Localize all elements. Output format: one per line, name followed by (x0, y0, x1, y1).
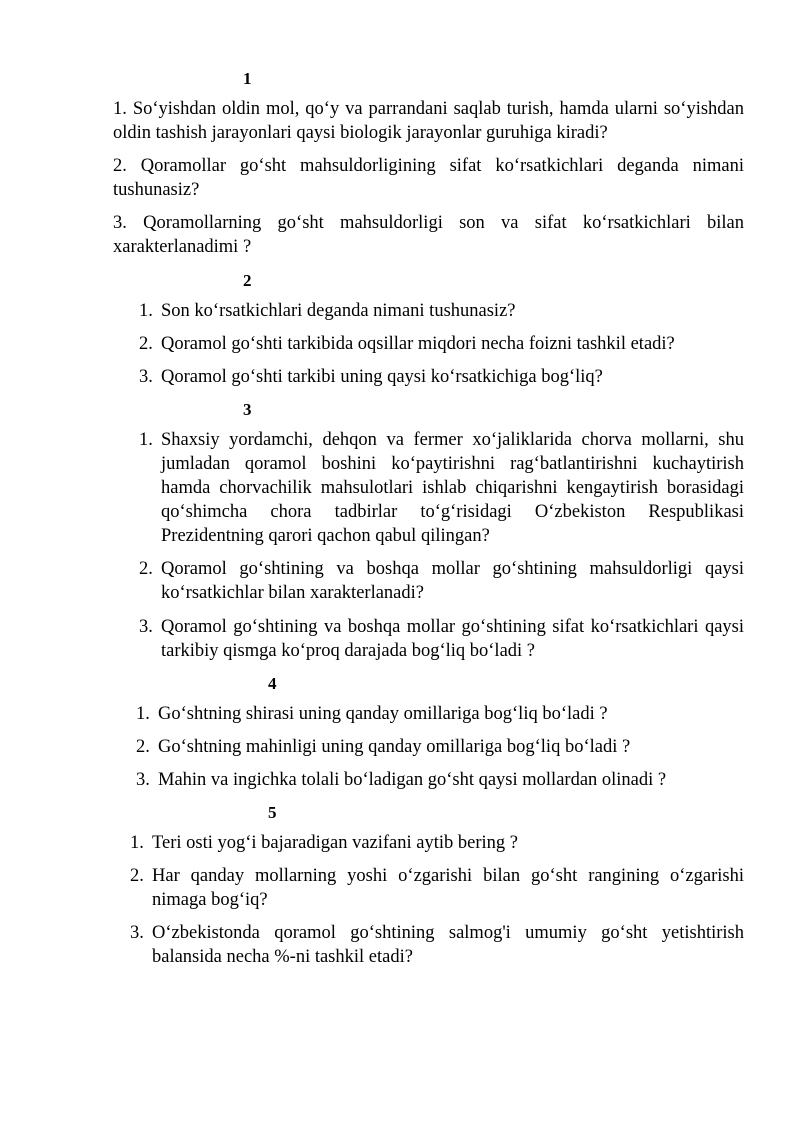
list-item-number: 3. (130, 923, 144, 944)
question-list (113, 428, 744, 662)
list-item-number: 2. (139, 559, 153, 580)
list-item-number: 2. (136, 736, 150, 757)
section-heading: 3 (243, 399, 252, 419)
section-spacer (113, 792, 744, 802)
question-list (113, 299, 744, 389)
list-item-text: Qoramol go‘shtining va boshqa mollar go‘shtining mahsuldorligi qaysi ko‘rsatkichlar bilan xarakterlanadi? (161, 559, 744, 604)
list-item (113, 831, 744, 855)
section-heading: 1 (243, 69, 252, 88)
list-item-text: Teri osti yog‘i bajaradigan vazifani aytib bering ? (152, 833, 518, 854)
list-item-number: 1. (139, 300, 153, 321)
section-spacer (113, 663, 744, 673)
list-item (113, 702, 744, 726)
list-item-number: 2. (130, 866, 144, 887)
section-spacer (113, 260, 744, 270)
list-item-number: 1. (139, 430, 153, 451)
list-item (113, 557, 744, 605)
list-item (113, 921, 744, 969)
list-item-number: 1. (130, 833, 144, 854)
list-item-number: 3. (136, 769, 150, 790)
question-list (113, 831, 744, 969)
list-item-number: 2. (139, 333, 153, 354)
list-item-text: Har qanday mollarning yoshi o‘zgarishi bilan go‘sht rangining o‘zgarishi nimaga bog‘iq? (152, 866, 744, 911)
list-item-text: Go‘shtning shirasi uning qanday omillariga bog‘liq bo‘ladi ? (158, 703, 608, 724)
list-item-text: Qoramol go‘shti tarkibi uning qaysi ko‘rsatkichiga bog‘liq? (161, 366, 603, 387)
list-item (113, 365, 744, 389)
section-heading: 2 (243, 270, 252, 290)
list-item (113, 299, 744, 323)
list-item (113, 332, 744, 356)
list-item-number: 3. (139, 366, 153, 387)
question-list (113, 702, 744, 792)
list-item-text: Shaxsiy yordamchi, dehqon va fermer xo‘jaliklarida chorva mollarni, shu jumladan qoramol boshini ko‘paytirishni rag‘batlantirishni kuchaytirish hamda chorvachilik mahsulotlari ishlab chiqarishni kengaytirish borasidagi qo‘shimcha chora tadbirlar to‘g‘risidagi O‘zbekiston Respublikasi Prezidentning qarori qachon qabul qilingan? (161, 430, 744, 547)
list-item-text: Qoramol go‘shti tarkibida oqsillar miqdori necha foizni tashkil etadi? (161, 333, 675, 354)
paragraph-group (113, 97, 744, 259)
list-item (113, 768, 744, 792)
list-item-text: Qoramol go‘shtining va boshqa mollar go‘shtining sifat ko‘rsatkichlari qaysi tarkibiy qismga ko‘proq darajada bog‘liq bo‘ladi ? (161, 616, 744, 661)
document-body (113, 68, 744, 969)
list-item-text: Go‘shtning mahinligi uning qanday omillariga bog‘liq bo‘ladi ? (158, 736, 631, 757)
list-item-number: 3. (139, 616, 153, 637)
list-item-number: 1. (136, 703, 150, 724)
list-item (113, 428, 744, 548)
list-item (113, 864, 744, 912)
question-paragraph: 3. Qoramollarning go‘sht mahsuldorligi son va sifat ko‘rsatkichlari bilan xarakterlanadimi ? (113, 213, 744, 258)
question-paragraph: 1. So‘yishdan oldin mol, qo‘y va parrandani saqlab turish, hamda ularni so‘yishdan oldin tashish jarayonlari qaysi biologik jarayonlar guruhiga kiradi? (113, 99, 744, 144)
list-item-text: Mahin va ingichka tolali bo‘ladigan go‘sht qaysi mollardan olinadi ? (158, 769, 667, 790)
section-spacer (113, 389, 744, 399)
section-heading: 5 (268, 802, 277, 822)
list-item (113, 615, 744, 663)
question-paragraph: 2. Qoramollar go‘sht mahsuldorligining sifat ko‘rsatkichlari deganda nimani tushunasiz? (113, 156, 744, 201)
list-item-text: Son ko‘rsatkichlari deganda nimani tushunasiz? (161, 300, 516, 321)
section-heading: 4 (268, 673, 277, 693)
list-item-text: O‘zbekistonda qoramol go‘shtining salmog'i umumiy go‘sht yetishtirish balansida necha %-ni tashkil etadi? (152, 923, 744, 968)
list-item (113, 735, 744, 759)
